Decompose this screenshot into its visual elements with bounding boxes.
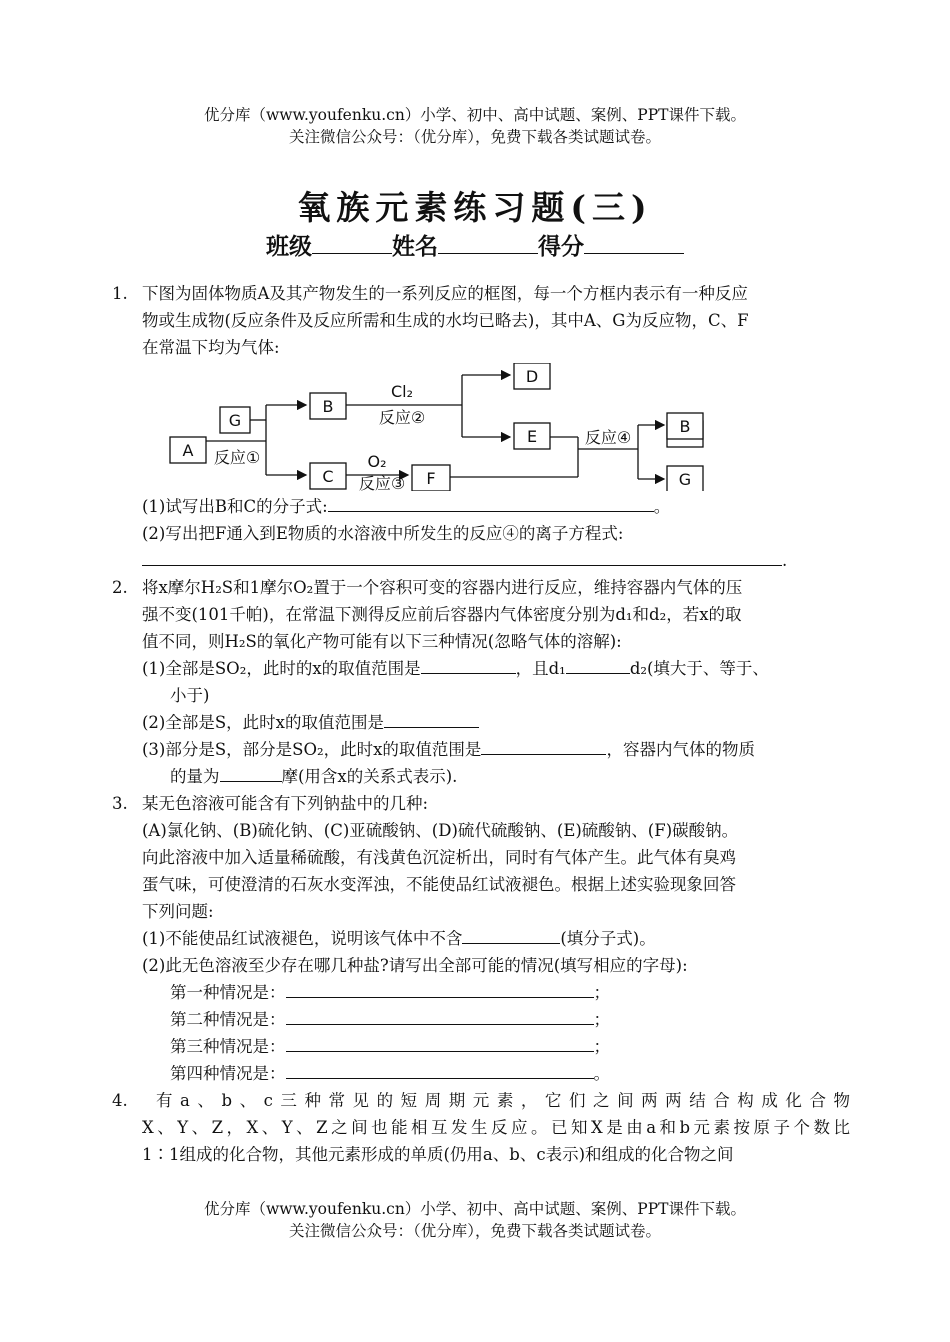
header-line-1: 优分库（www.youfenku.cn）小学、初中、高中试题、案例、PPT课件下载。: [203, 106, 747, 124]
q3-case-2-label: 第二种情况是：: [170, 1010, 286, 1029]
header-line-2: 关注微信公众号：（优分库），免费下载各类试题试卷。: [288, 128, 661, 146]
footer-line-1: 优分库（www.youfenku.cn）小学、初中、高中试题、案例、PPT课件下载。: [203, 1200, 747, 1218]
question-number: 3.: [112, 794, 128, 813]
q3-body-1: 向此溶液中加入适量稀硫酸，有浅黄色沉淀析出，同时有气体产生。此气体有臭鸡: [142, 848, 736, 867]
q2-blank-2[interactable]: [566, 656, 630, 674]
q3-case-4: [112, 1060, 850, 1087]
q1-part1-text: (1)试写出B和C的分子式:: [142, 497, 328, 516]
q2-blank-5[interactable]: [220, 764, 282, 782]
subtitle-row: [0, 228, 950, 261]
q3-case-1-label: 第一种情况是：: [170, 983, 286, 1002]
q3-part1-text: (1)不能使品红试液褪色，说明该气体中不含: [142, 929, 463, 948]
q2-blank-4[interactable]: [481, 737, 606, 755]
q2-text-2: 强不变(101千帕)，在常温下测得反应前后容器内气体密度分别为d₁和d₂，若x的取: [142, 605, 742, 624]
reaction-diagram: [112, 363, 850, 493]
label-reaction-1: 反应①: [213, 448, 261, 467]
q3-part1-tail: (填分子式)。: [560, 929, 656, 948]
q3-case-3-blank[interactable]: [286, 1034, 594, 1052]
class-blank[interactable]: [312, 230, 392, 254]
q1-part2-answer: [112, 547, 850, 574]
score-blank[interactable]: [584, 230, 684, 254]
q4-text-1: 有a、b、c三种常见的短周期元素，它们之间两两结合构成化合物: [156, 1091, 850, 1110]
q2-blank-3[interactable]: [384, 710, 479, 728]
q2-part3-text: (3)部分是S，部分是SO₂，此时x的取值范围是: [142, 740, 482, 759]
q3-case-4-label: 第四种情况是：: [170, 1064, 286, 1083]
q2-part1: [112, 655, 850, 682]
q1-text-2: 物或生成物(反应条件及反应所需和生成的水均已略去)，其中A、G为反应物，C、F: [142, 311, 749, 330]
label-reaction-3: 反应③: [358, 474, 406, 491]
q2-part3-cont-tail: 摩(用含x的关系式表示).: [281, 767, 458, 786]
q3-options: [112, 817, 850, 844]
q2-text-3: 值不同，则H₂S的氧化产物可能有以下三种情况(忽略气体的溶解):: [142, 632, 622, 651]
question-number: 1.: [112, 284, 128, 303]
label-c: C: [322, 467, 334, 486]
q2-part1-tail: d₂(填大于、等于、: [629, 659, 769, 678]
q2-part1-cont-text: 小于): [170, 686, 210, 705]
score-label: 得分: [538, 234, 584, 260]
q2-part1-text: (1)全部是SO₂，此时的x的取值范围是: [142, 659, 421, 678]
q3-part2: [112, 952, 850, 979]
q1-part1: [112, 493, 850, 520]
question-3: [112, 790, 850, 817]
label-reaction-2: 反应②: [378, 408, 426, 427]
question-number: 4.: [112, 1091, 128, 1110]
q3-case-4-blank[interactable]: [286, 1061, 594, 1079]
label-g2: G: [678, 470, 692, 489]
q2-part1-mid: ，且d₁: [515, 659, 566, 678]
q1-text-3: 在常温下均为气体:: [142, 338, 280, 357]
question-body: [112, 280, 850, 1168]
q3-case-3: [112, 1033, 850, 1060]
q3-case-1-blank[interactable]: [286, 980, 594, 998]
label-cl2: Cl₂: [390, 382, 414, 401]
q1-text-1: 下图为固体物质A及其产物发生的一系列反应的框图，每一个方框内表示有一种反应: [142, 284, 748, 303]
q2-part3-cont: [112, 763, 850, 790]
label-e: E: [526, 427, 538, 446]
q3-case-4-end: 。: [593, 1064, 610, 1083]
page-title: 氧族元素练习题(三): [297, 188, 653, 227]
class-label: 班级: [266, 234, 312, 260]
q3-case-2: [112, 1006, 850, 1033]
label-f: F: [426, 469, 436, 488]
question-2: [112, 574, 850, 655]
label-b2: B: [679, 417, 691, 436]
q3-case-2-end: ；: [593, 1010, 610, 1029]
question-number: 2.: [112, 578, 128, 597]
q2-part2: [112, 709, 850, 736]
q1-answer-blank-2[interactable]: [142, 548, 782, 566]
q2-part3-cont-text: 的量为: [170, 767, 220, 786]
q1-part2-end: .: [782, 551, 788, 570]
q2-text-1: 将x摩尔H₂S和1摩尔O₂置于一个容积可变的容器内进行反应，维持容器内气体的压: [142, 578, 743, 597]
q3-body-3: 下列问题:: [142, 902, 214, 921]
label-d: D: [525, 367, 539, 386]
question-4: [112, 1087, 850, 1168]
q4-text-2: X、Y、Z，X、Y、Z之间也能相互发生反应。已知X是由a和b元素按原子个数比: [142, 1118, 850, 1137]
q2-part3-tail: ，容器内气体的物质: [606, 740, 755, 759]
q3-case-1-end: ；: [593, 983, 610, 1002]
q3-case-3-label: 第三种情况是：: [170, 1037, 286, 1056]
q2-blank-1[interactable]: [421, 656, 516, 674]
label-a: A: [182, 441, 194, 460]
q1-part2: [112, 520, 850, 547]
q3-case-3-end: ；: [593, 1037, 610, 1056]
q3-blank-1[interactable]: [462, 926, 560, 944]
q3-options-text: (A)氯化钠、(B)硫化钠、(C)亚硫酸钠、(D)硫代硫酸钠、(E)硫酸钠、(F)碳酸钠。: [142, 821, 739, 840]
q3-part1: [112, 925, 850, 952]
label-g: G: [228, 411, 242, 430]
q3-part2-text: (2)此无色溶液至少存在哪几种盐?请写出全部可能的情况(填写相应的字母):: [142, 956, 688, 975]
q1-part2-text: (2)写出把F通入到E物质的水溶液中所发生的反应④的离子方程式:: [142, 524, 624, 543]
q3-body: [112, 844, 850, 925]
q4-text-3: 1∶1组成的化合物，其他元素形成的单质(仍用a、b、c表示)和组成的化合物之间: [142, 1145, 734, 1164]
q2-part1-cont: [112, 682, 850, 709]
reaction-flowchart: [162, 363, 722, 491]
label-reaction-4: 反应④: [584, 428, 632, 447]
label-o2: O₂: [367, 452, 387, 471]
q2-part3: [112, 736, 850, 763]
name-blank[interactable]: [438, 230, 538, 254]
q1-answer-blank-1[interactable]: [328, 494, 654, 512]
name-label: 姓名: [392, 234, 438, 260]
q2-part2-text: (2)全部是S，此时x的取值范围是: [142, 713, 384, 732]
q3-text: 某无色溶液可能含有下列钠盐中的几种:: [142, 794, 429, 813]
q3-body-2: 蛋气味，可使澄清的石灰水变浑浊，不能使品红试液褪色。根据上述实验现象回答: [142, 875, 736, 894]
question-1: [112, 280, 850, 361]
label-b: B: [322, 397, 334, 416]
footer-line-2: 关注微信公众号：（优分库），免费下载各类试题试卷。: [288, 1222, 661, 1240]
q3-case-2-blank[interactable]: [286, 1007, 594, 1025]
q1-part1-end: 。: [653, 497, 671, 516]
q3-case-1: [112, 979, 850, 1006]
